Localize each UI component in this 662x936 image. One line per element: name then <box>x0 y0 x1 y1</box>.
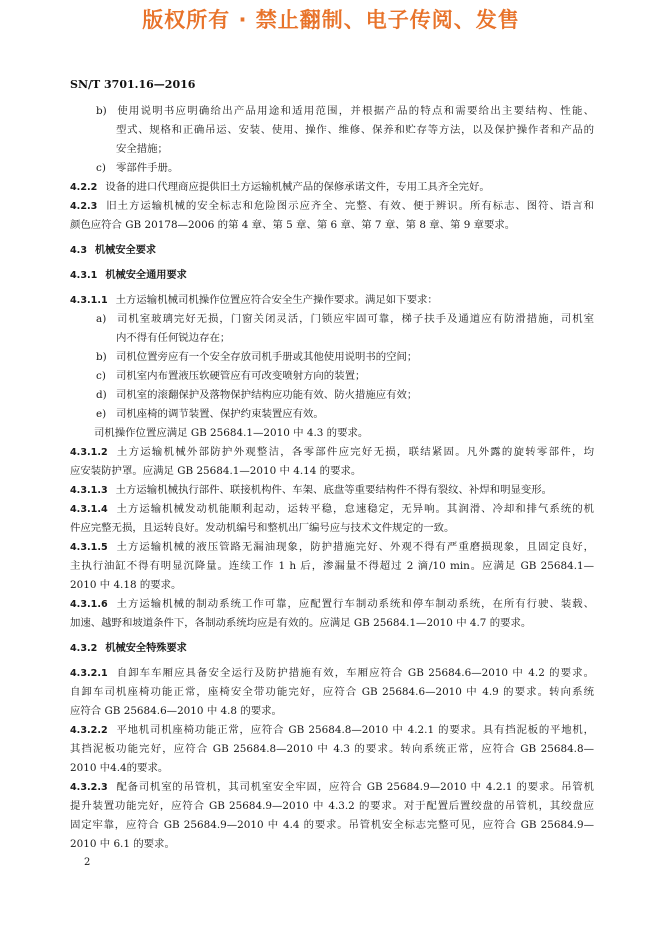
clause-number: 4.3.2.3 <box>70 782 108 793</box>
clause-4-3-1-1 <box>70 291 594 310</box>
list-item-a-cont <box>70 329 594 348</box>
clause-text: 2010 中 4.18 的要求。 <box>70 579 182 591</box>
clause-number: 4.3.1.3 <box>70 485 108 496</box>
clause-number: 4.3.1.4 <box>70 504 108 515</box>
clause-4-3-1-5-cont <box>70 557 594 576</box>
list-label: a) <box>96 313 107 325</box>
clause-4-3-1-4-cont <box>70 519 594 538</box>
clause-text: 设备的进口代理商应提供旧土方运输机械产品的保修承诺文件，专用工具齐全完好。 <box>105 181 490 193</box>
list-text: 使用说明书应明确给出产品用途和适用范围，并根据产品的特点和需要给出主要结构、性能、 <box>116 105 594 117</box>
clause-4-3-2-1-cont <box>70 702 594 721</box>
list-label: c) <box>96 162 106 174</box>
clause-text: 土方运输机械执行部件、联接机构件、车架、底盘等重要结构件不得有裂纹、补焊和明显变形。 <box>115 484 553 496</box>
clause-text: 加速、越野和坡道条件下，各制动系统均应是有效的。应满足 GB 25684.1—2010 中 4.7 的要求。 <box>70 617 532 629</box>
clause-number: 4.3.1.1 <box>70 295 108 306</box>
list-text: 司机室内布置液压软硬管应有可改变喷射方向的装置； <box>116 370 366 382</box>
clause-number: 4.3.1.5 <box>70 542 108 553</box>
clause-4-3-2-2-cont <box>70 740 594 759</box>
clause-text: 应安装防护罩。应满足 GB 25684.1—2010 中 4.14 的要求。 <box>70 465 362 477</box>
clause-text: 主执行油缸不得有明显沉降量。连续工作 1 h 后，渗漏量不得超过 2 滴/10 min。应满足 GB 25684.1— <box>70 560 594 572</box>
clause-text: 自卸车司机座椅功能正常，座椅安全带功能完好，应符合 GB 25684.6—2010 中 4.9 的要求。转向系统 <box>70 686 594 698</box>
heading-title: 机械安全通用要求 <box>105 270 187 281</box>
list-text: 司机座椅的调节装置、保护约束装置应有效。 <box>116 408 324 420</box>
clause-4-3-1-2 <box>70 443 594 462</box>
heading-number: 4.3 <box>70 245 87 256</box>
clause-text: 自卸车车厢应具备安全运行及防护措施有效，车厢应符合 GB 25684.6—2010 中 4.2 的要求。 <box>115 667 594 679</box>
clause-number: 4.2.2 <box>70 182 98 193</box>
list-item-c <box>70 159 594 178</box>
list-text: 司机位置旁应有一个安全存放司机手册或其他使用说明书的空间； <box>116 351 418 363</box>
clause-4-3-1-5 <box>70 538 594 557</box>
list-text: 零部件手册。 <box>116 162 179 174</box>
heading-title: 机械安全特殊要求 <box>105 643 187 654</box>
clause-4-2-2 <box>70 178 594 197</box>
heading-number: 4.3.2 <box>70 643 98 654</box>
clause-number: 4.3.2.2 <box>70 725 108 736</box>
clause-text: 土方运输机械发动机能顺利起动，运转平稳，怠速稳定，无异响。其润滑、冷却和排气系统的机 <box>115 503 594 515</box>
clause-text: 土方运输机械的制动系统工作可靠，应配置行车制动系统和停车制动系统，在所有行驶、装载、 <box>115 598 594 610</box>
clause-4-3-1-4 <box>70 500 594 519</box>
clause-text: 平地机司机座椅功能正常，应符合 GB 25684.8—2010 中 4.2.1 的要求。具有挡泥板的平地机， <box>115 724 594 736</box>
list-text: 内不得有任何锐边存在； <box>116 332 231 344</box>
clause-4-3-2-2 <box>70 721 594 740</box>
clause-number: 4.3.1.6 <box>70 599 108 610</box>
list-text: 型式、规格和正确吊运、安装、使用、操作、维修、保养和贮存等方法，以及保护操作者和产品的 <box>116 124 594 136</box>
standard-code: SN/T 3701.16—2016 <box>70 78 196 91</box>
clause-text: 配备司机室的吊管机，其司机室安全牢固，应符合 GB 25684.9—2010 中 4.2.1 的要求。吊管机 <box>115 781 594 793</box>
list-label: b) <box>96 105 107 117</box>
heading-number: 4.3.1 <box>70 270 98 281</box>
clause-text: 土方运输机械司机操作位置应符合安全生产操作要求。满足如下要求： <box>115 294 438 306</box>
clause-4-3-1-2-cont <box>70 462 594 481</box>
clause-4-3-2-3 <box>70 778 594 797</box>
clause-4-2-3-cont <box>70 216 594 235</box>
clause-number: 4.2.3 <box>70 201 98 212</box>
list-item-a <box>70 310 594 329</box>
clause-4-3-2-1 <box>70 664 594 683</box>
list-item-b-cont <box>70 121 594 140</box>
clause-4-3-1-1-tail <box>70 424 594 443</box>
list-text: 司机室玻璃完好无损，门窗关闭灵活，门锁应牢固可靠，梯子扶手及通道应有防滑措施，司机室 <box>116 313 594 325</box>
clause-text: 土方运输机械外部防护外观整洁，各零部件应完好无损，联结紧固。凡外露的旋转零部件，均 <box>115 446 594 458</box>
clause-4-3-1-6 <box>70 595 594 614</box>
list-item-c <box>70 367 594 386</box>
clause-text: 件应完整无损，且运转良好。发动机编号和整机出厂编号应与技术文件规定的一致。 <box>70 522 455 534</box>
clause-number: 4.3.2.1 <box>70 668 108 679</box>
list-item-b-cont <box>70 140 594 159</box>
list-label: c) <box>96 370 106 382</box>
list-label: d) <box>96 389 107 401</box>
list-item-d <box>70 386 594 405</box>
document-body <box>70 102 594 854</box>
heading-title: 机械安全要求 <box>95 245 157 256</box>
section-heading-4-3-2 <box>70 639 594 658</box>
clause-text: 2010 中 6.1 的要求。 <box>70 838 175 850</box>
clause-4-3-1-5-cont <box>70 576 594 595</box>
clause-4-2-3 <box>70 197 594 216</box>
clause-text: 提升装置功能完好，应符合 GB 25684.9—2010 中 4.3.2 的要求。对于配置后置绞盘的吊管机，其绞盘应 <box>70 800 594 812</box>
section-heading-4-3 <box>70 241 594 260</box>
clause-4-3-2-3-cont <box>70 797 594 816</box>
copyright-banner: 版权所有 · 禁止翻制、电子传阅、发售 <box>142 8 520 32</box>
clause-text: 2010 中4.4的要求。 <box>70 762 169 774</box>
clause-text: 旧土方运输机械的安全标志和危险图示应齐全、完整、有效、便于辨识。所有标志、图符、语言和 <box>105 200 594 212</box>
clause-4-3-2-1-cont <box>70 683 594 702</box>
clause-text: 颜色应符合 GB 20178—2006 的第 4 章、第 5 章、第 6 章、第 7 章、第 8 章、第 9 章要求。 <box>70 219 516 231</box>
list-item-e <box>70 405 594 424</box>
list-text: 司机室的滚翻保护及落物保护结构应功能有效、防火措施应有效； <box>116 389 418 401</box>
clause-4-3-1-6-cont <box>70 614 594 633</box>
clause-4-3-2-3-cont <box>70 816 594 835</box>
list-item-b <box>70 348 594 367</box>
clause-number: 4.3.1.2 <box>70 447 108 458</box>
list-text: 安全措施； <box>116 143 168 155</box>
section-heading-4-3-1 <box>70 266 594 285</box>
clause-text: 司机操作位置应满足 GB 25684.1—2010 中 4.3 的要求。 <box>94 427 369 439</box>
clause-4-3-1-3 <box>70 481 594 500</box>
clause-text: 其挡泥板功能完好，应符合 GB 25684.8—2010 中 4.3 的要求。转向系统正常，应符合 GB 25684.8— <box>70 743 594 755</box>
list-label: e) <box>96 408 107 420</box>
list-label: b) <box>96 351 107 363</box>
clause-text: 土方运输机械的液压管路无漏油现象，防护措施完好、外观不得有严重磨损现象，且固定良好， <box>115 541 594 553</box>
clause-text: 应符合 GB 25684.6—2010 中 4.8 的要求。 <box>70 705 282 717</box>
clause-text: 固定牢靠，应符合 GB 25684.9—2010 中 4.4 的要求。吊管机安全标志完整可见，应符合 GB 25684.9— <box>70 819 594 831</box>
clause-4-3-2-2-cont <box>70 759 594 778</box>
clause-4-3-2-3-cont <box>70 835 594 854</box>
list-item-b <box>70 102 594 121</box>
page-number: 2 <box>84 857 91 868</box>
